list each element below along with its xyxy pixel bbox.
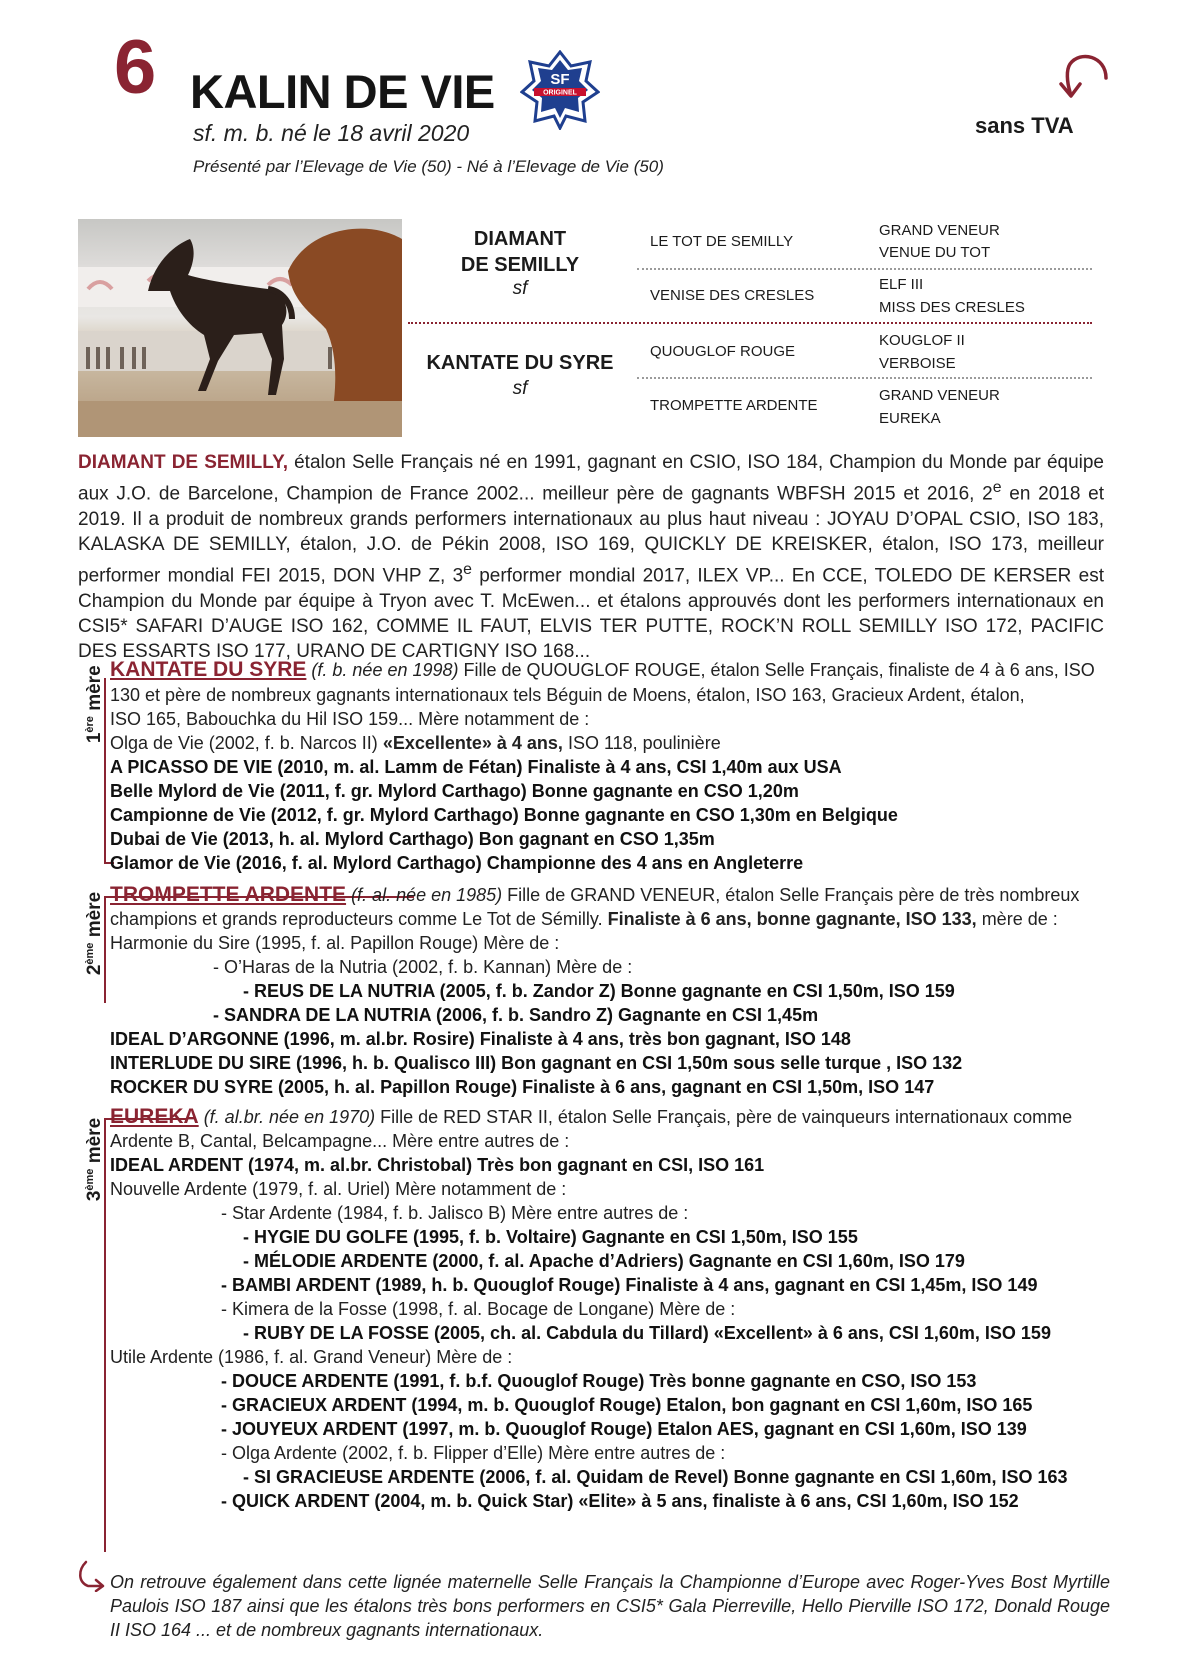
third-dam-line-12: - DOUCE ARDENTE (1991, f. b.f. Quouglof Rouge) Très bonne gagnante en CSO, ISO 153 — [221, 1371, 977, 1391]
first-dam-produce-5: Glamor de Vie (2016, f. al. Mylord Carthago) Championne des 4 ans en Angleterre — [110, 853, 804, 873]
third-dam-line-6: - HYGIE DU GOLFE (1995, f. b. Voltaire) Gagnante en CSI 1,50m, ISO 155 — [243, 1227, 858, 1247]
svg-text:SF: SF — [550, 71, 570, 88]
pedigree-sire-name-line2: DE SEMILLY — [460, 254, 580, 276]
third-dam-line-14: - JOUYEUX ARDENT (1997, m. b. Quouglof Rouge) Etalon AES, gagnant en CSI 1,60m, ISO 139 — [221, 1419, 1027, 1439]
second-dam-name: TROMPETTE ARDENTE — [110, 883, 347, 906]
second-dam-line-7: IDEAL D’ARGONNE (1996, m. al.br. Rosire) Finaliste à 4 ans, très bon gagnant, ISO 148 — [110, 1029, 851, 1049]
pedigree-gen2-2: VENISE DES CRESLES — [650, 287, 815, 304]
pedigree-dam-name: KANTATE DU SYRE — [426, 352, 614, 374]
presented-by: Présenté par l’Elevage de Vie (50) - Né à l’Elevage de Vie (50) — [193, 157, 664, 176]
second-dam-line-3: Harmonie du Sire (1995, f. al. Papillon Rouge) Mère de : — [110, 933, 560, 953]
first-dam-line-3: ISO 165, Babouchka du Hil ISO 159... Mère notamment de : — [110, 709, 590, 729]
second-dam-line-4: - O’Haras de la Nutria (2002, f. b. Kannan) Mère de : — [213, 957, 633, 977]
pedigree-gen2-4: TROMPETTE ARDENTE — [650, 397, 818, 414]
pedigree-divider — [637, 268, 1092, 270]
pedigree-gen2-3: QUOUGLOF ROUGE — [650, 343, 796, 360]
first-dam-olga: Olga de Vie (2002, f. b. Narcos II) «Excellente» à 4 ans, ISO 118, poulinière — [110, 733, 721, 753]
third-dam-line-10: - RUBY DE LA FOSSE (2005, ch. al. Cabdula du Tillard) «Excellent» à 6 ans, CSI 1,60m, ISO 159 — [243, 1323, 1051, 1343]
tax-status: sans TVA — [975, 113, 1074, 138]
third-dam-line-15: - Olga Ardente (2002, f. b. Flipper d’Elle) Mère entre autres de : — [221, 1443, 726, 1463]
pedigree-gen3-4b: EUREKA — [879, 410, 941, 427]
third-dam-line-2: Ardente B, Cantal, Belcampagne... Mère entre autres de : — [110, 1131, 570, 1151]
third-dam-line-4: Nouvelle Ardente (1979, f. al. Uriel) Mère notamment de : — [110, 1179, 567, 1199]
second-dam-line-8: INTERLUDE DU SIRE (1996, h. b. Qualisco III) Bon gagnant en CSI 1,50m sous selle turque , ISO 132 — [110, 1053, 963, 1073]
second-dam-line-2: champions et grands reproducteurs comme Le Tot de Sémilly. Finaliste à 6 ans, bonne gagnante, ISO 133, mère de : — [110, 909, 1058, 929]
third-dam-line-3: IDEAL ARDENT (1974, m. al.br. Christobal) Très bon gagnant en CSI, ISO 161 — [110, 1155, 765, 1175]
pedigree-divider — [637, 377, 1092, 379]
svg-text:ORIGINEL: ORIGINEL — [543, 89, 577, 97]
sire-description: DIAMANT DE SEMILLY, étalon Selle Français né en 1991, gagnant en CSIO, ISO 184, Champion du Monde par équipe aux J.O. de Barcelone, Champion de France 2002... meilleur père de gagnants WBFSH 2015 et 2016, 2e en 2018 et 2019. Il a produit de nombreux grands performers internationaux au plus haut niveau : JOYAU D’OPAL CSIO, ISO 183, KALASKA DE SEMILLY, étalon, J.O. de Pékin 2008, ISO 169, QUICKLY DE KREISKER, étalon, ISO 173, meilleur performer mondial FEI 2015, DON VHP Z, 3e performer mondial 2017, ILEX VP... En CCE, TOLEDO DE KERSER est Champion du Monde par équipe à Tryon avec T. McEwen... et étalons approuvés dont les performers internationaux en CSI5* SAFARI D’AUGE ISO 162, COMME IL FAUT, ELVIS TER PUTTE, ROCK’N ROLL SEMILLY ISO 172, PACIFIC DES ESSARTS ISO 177, URANO DE CARTIGNY ISO 168... — [78, 452, 1104, 663]
closing-note: On retrouve également dans cette lignée maternelle Selle Français la Championne d’Europe avec Roger-Yves Bost Myrtille Paulois ISO 187 ainsi que les étalons très bons performers en CSI5* Gala Pierreville, Hello Pierville ISO 172, Donald Rouge II ISO 164 ... et de nombreux gagnants internationaux. — [110, 1572, 1110, 1640]
second-dam-line-1: TROMPETTE ARDENTE (f. al. née en 1985) Fille de GRAND VENEUR, étalon Selle Français père de très nombreux — [110, 883, 1080, 906]
third-dam-line-1: EUREKA (f. al.br. née en 1970) Fille de RED STAR II, étalon Selle Français, père de vainqueurs internationaux comme — [110, 1105, 1073, 1128]
first-dam-label: 1ère mère — [83, 665, 106, 744]
pedigree-gen3-3b: VERBOISE — [879, 355, 956, 372]
horse-subtitle: sf. m. b. né le 18 avril 2020 — [193, 120, 470, 146]
third-dam-line-7: - MÉLODIE ARDENTE (2000, f. al. Apache d’Adriers) Gagnante en CSI 1,60m, ISO 179 — [243, 1251, 965, 1271]
first-dam-name: KANTATE DU SYRE — [110, 658, 307, 681]
sf-originel-logo — [520, 50, 600, 130]
second-dam-line-5: - REUS DE LA NUTRIA (2005, f. b. Zandor Z) Bonne gagnante en CSI 1,50m, ISO 159 — [243, 981, 955, 1001]
first-dam-produce-2: Belle Mylord de Vie (2011, f. gr. Mylord Carthago) Bonne gagnante en CSO 1,20m — [110, 781, 799, 801]
pedigree-main-divider — [408, 322, 1092, 324]
first-dam-line-1: KANTATE DU SYRE (f. b. née en 1998) Fille de QUOUGLOF ROUGE, étalon Selle Français, finaliste de 4 à 6 ans, ISO — [110, 658, 1095, 681]
lot-number: 6 — [114, 25, 157, 110]
foal-photo-illustration — [78, 219, 402, 437]
third-dam-label: 3ème mère — [83, 1117, 106, 1202]
curved-arrow-icon — [1040, 50, 1112, 110]
pedigree-gen3-3a: KOUGLOF II — [879, 332, 965, 349]
second-dam-line-6: - SANDRA DE LA NUTRIA (2006, f. b. Sandro Z) Gagnante en CSI 1,45m — [213, 1005, 819, 1025]
third-dam-line-9: - Kimera de la Fosse (1998, f. al. Bocage de Longane) Mère de : — [221, 1299, 736, 1319]
pedigree-sire-breed: sf — [512, 278, 528, 299]
sire-description-name: DIAMANT DE SEMILLY, — [78, 452, 288, 473]
third-dam-line-11: Utile Ardente (1986, f. al. Grand Veneur) Mère de : — [110, 1347, 513, 1367]
pedigree-dam-breed: sf — [512, 378, 528, 399]
pedigree-gen3-1a: GRAND VENEUR — [879, 222, 1000, 239]
third-dam-name: EUREKA — [110, 1105, 199, 1128]
first-dam-line-2: 130 et père de nombreux gagnants internationaux tels Béguin de Moens, étalon, ISO 163, Gracieux Ardent, étalon, — [110, 685, 1025, 705]
third-dam-line-5: - Star Ardente (1984, f. b. Jalisco B) Mère entre autres de : — [221, 1203, 689, 1223]
first-dam-produce-4: Dubai de Vie (2013, h. al. Mylord Carthago) Bon gagnant en CSO 1,35m — [110, 829, 715, 849]
third-dam-line-16: - SI GRACIEUSE ARDENTE (2006, f. al. Quidam de Revel) Bonne gagnante en CSI 1,60m, ISO 163 — [243, 1467, 1068, 1487]
second-dam-label: 2ème mère — [83, 891, 106, 976]
bent-arrow-icon — [76, 1560, 106, 1592]
third-dam-line-13: - GRACIEUX ARDENT (1994, m. b. Quouglof Rouge) Etalon, bon gagnant en CSI 1,60m, ISO 165 — [221, 1395, 1033, 1415]
pedigree-sire-name-line1: DIAMANT — [473, 228, 567, 250]
pedigree-gen3-2a: ELF III — [879, 276, 924, 293]
third-dam-line-8: - BAMBI ARDENT (1989, h. b. Quouglof Rouge) Finaliste à 4 ans, gagnant en CSI 1,45m, ISO 149 — [221, 1275, 1038, 1295]
pedigree-gen3-1b: VENUE DU TOT — [879, 244, 991, 261]
first-dam-produce-3: Campionne de Vie (2012, f. gr. Mylord Carthago) Bonne gagnante en CSO 1,30m en Belgique — [110, 805, 898, 825]
pedigree-gen3-4a: GRAND VENEUR — [879, 387, 1000, 404]
third-dam-line-17: - QUICK ARDENT (2004, m. b. Quick Star) «Elite» à 5 ans, finaliste à 6 ans, CSI 1,60m, ISO 152 — [221, 1491, 1019, 1511]
horse-name: KALIN DE VIE — [190, 65, 495, 118]
foal-photo — [78, 219, 402, 437]
pedigree-gen3-2b: MISS DES CRESLES — [879, 299, 1025, 316]
second-dam-line-9: ROCKER DU SYRE (2005, h. al. Papillon Rouge) Finaliste à 6 ans, gagnant en CSI 1,50m, ISO 147 — [110, 1077, 935, 1097]
pedigree-gen2-1: LE TOT DE SEMILLY — [650, 233, 794, 250]
first-dam-produce-1: A PICASSO DE VIE (2010, m. al. Lamm de Fétan) Finaliste à 4 ans, CSI 1,40m aux USA — [110, 757, 842, 777]
